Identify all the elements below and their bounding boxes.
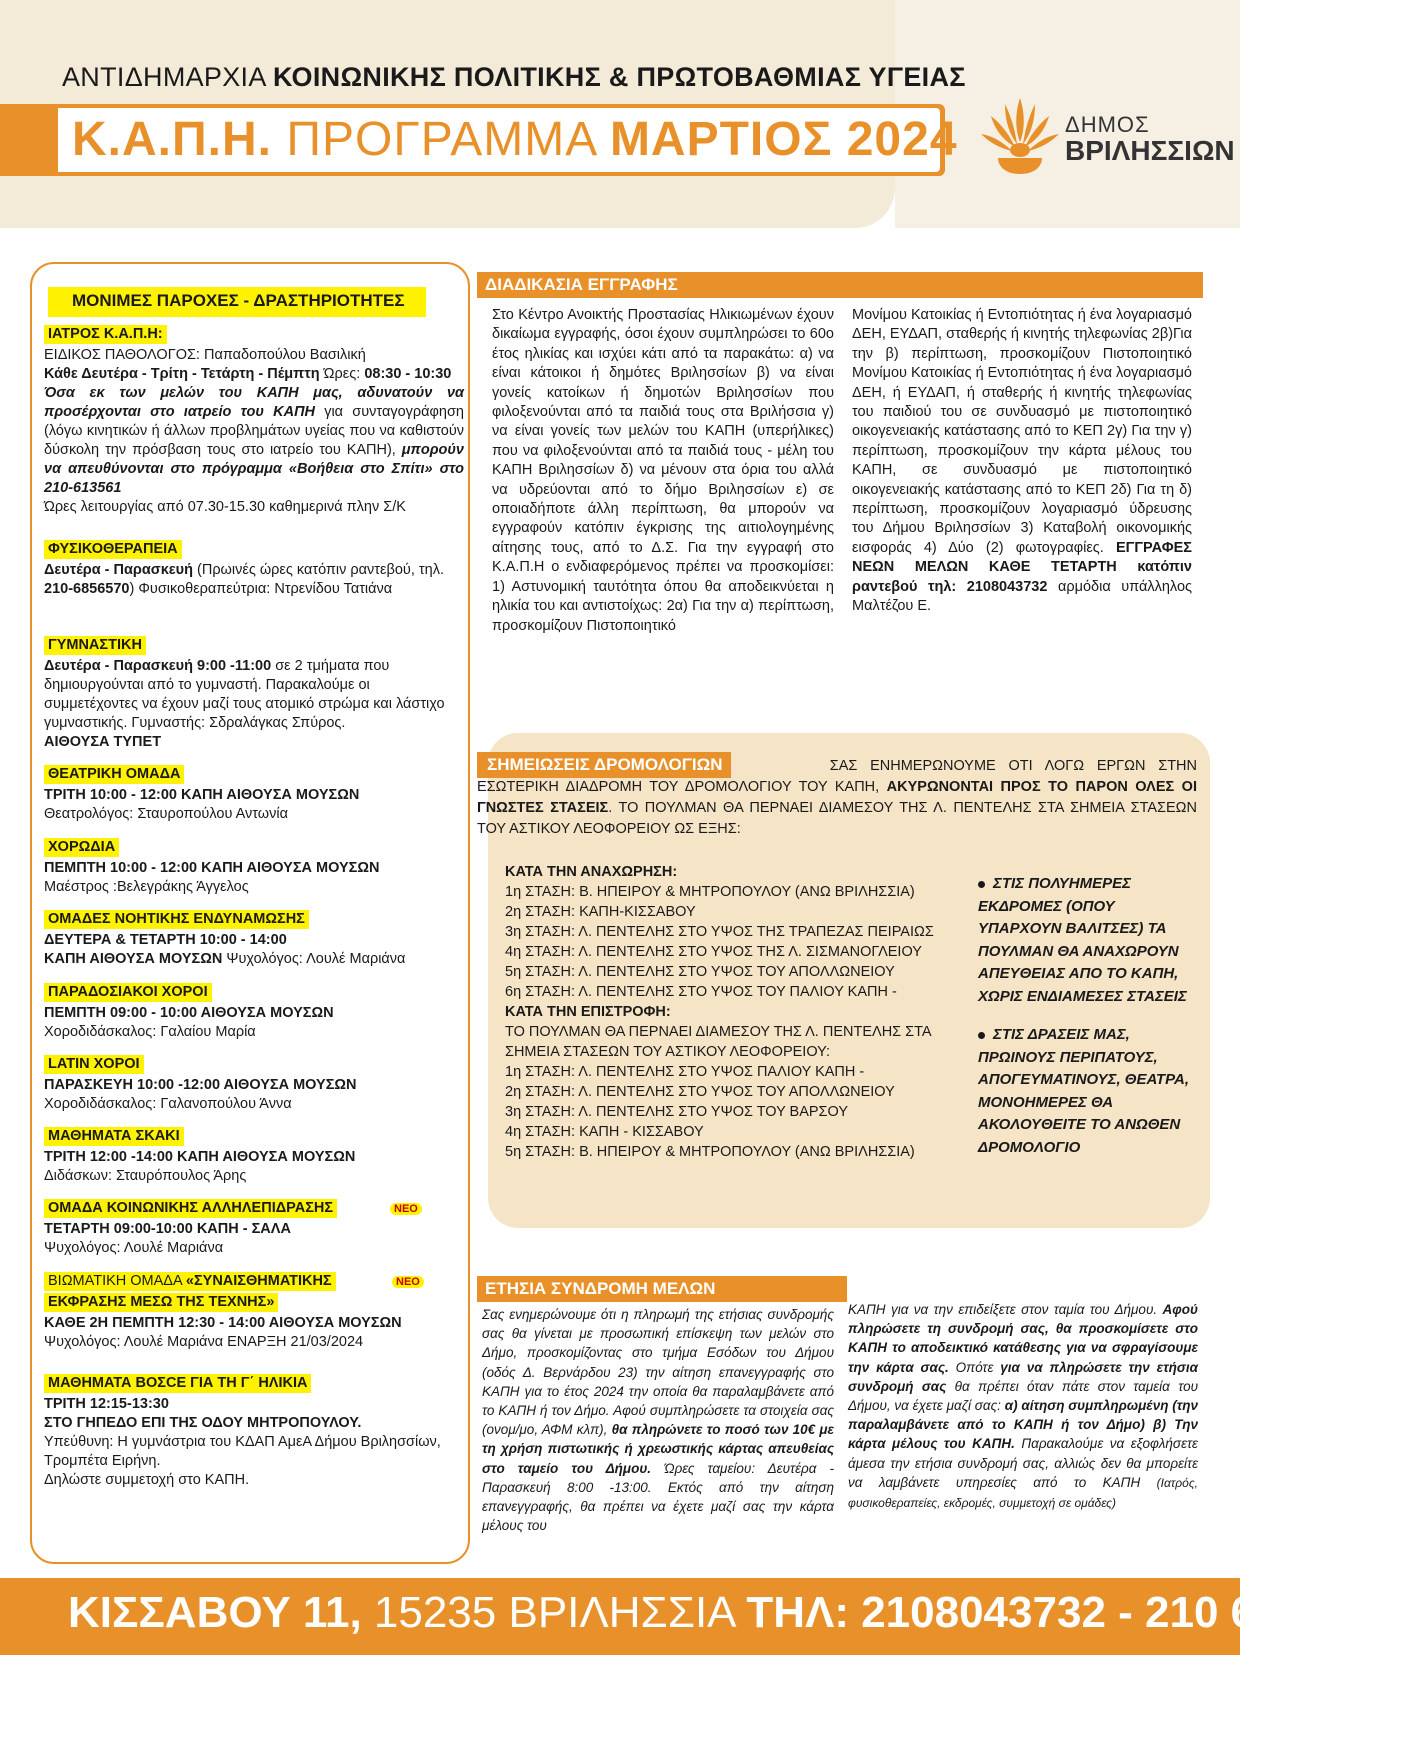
emotional-group-label: ΒΙΩΜΑΤΙΚΗ ΟΜΑΔΑ «ΣΥΝΑΙΣΘΗΜΑΤΙΚΗΣ [44,1272,336,1291]
social-group-label: ΟΜΑΔΑ ΚΟΙΝΩΝΙΚΗΣ ΑΛΛΗΛΕΠΙΔΡΑΣΗΣ [44,1199,337,1218]
physio-details: Δευτέρα - Παρασκευή (Πρωινές ώρες κατόπιν ραντεβού, τηλ. 210-6856570) Φυσικοθεραπεύτρια: Ντρενίδου Τατιάνα [44,562,444,597]
chess-label: ΜΑΘΗΜΑΤΑ ΣΚΑΚΙ [44,1127,184,1146]
activities-heading: ΜΟΝΙΜΕΣ ΠΑΡΟΧΕΣ - ΔΡΑΣΤΗΡΙΟΤΗΤΕΣ [48,287,426,317]
emotional-group-label-2: ΕΚΦΡΑΣΗΣ ΜΕΣΩ ΤΗΣ ΤΕΧΝΗΣ» [44,1293,278,1312]
latin-schedule: ΠΑΡΑΣΚΕΥΗ 10:00 -12:00 ΑΙΘΟΥΣΑ ΜΟΥΣΩΝ [44,1077,357,1093]
emotional-group-instructor: Ψυχολόγος: Λουλέ Μαριάνα ΕΝΑΡΞΗ 21/03/2024 [44,1334,364,1350]
registration-text-col1: Στο Κέντρο Ανοικτής Προστασίας Ηλικιωμένων έχουν δικαίωμα εγγραφής, όσοι έχουν συμπληρώσει το 60ο έτος ηλικίας και ισχύει κάτι από τα παρακάτω: α) να είναι κάτοικοι ή δημότες Βριλησσίων β) να είναι γονείς κατοίκων ή δημοτών Βριλησσίων που φιλοξενούνται από τα παιδιά τους στα Βριλήσσια γ) να είναι γονείς των μελών του ΚΑΠΗ (υπερήλικες) που να φιλοξενούνται από τα παιδιά τους - μέλη του ΚΑΠΗ Βριλησσίων δ) να μένουν στα όρια του αλλά να υδρεύονται από το δήμο Βριλησσίων ε) σε οποιαδήποτε άλλη περίπτωση, θα μπορούν να εγγραφούν κατόπιν έγκρισης της αιτιολογημένης αίτησης τους, από το Δ.Σ. Για την εγγραφή στο Κ.Α.Π.Η ο ενδιαφερόμενος πρέπει να προσκομίσει: 1) Αστυνομική ταυτότητα όπου θα αποδεικνύεται η ηλικία του και αντιστοίχως: 2α) Για την α) περίπτωση, προσκομίζουν Πιστοποιητικό [492,307,834,634]
departure-stop: 3η ΣΤΑΣΗ: Λ. ΠΕΝΤΕΛΗΣ ΣΤΟ ΥΨΟΣ ΤΗΣ ΤΡΑΠΕΖΑΣ ΠΕΙΡΑΙΩΣ [505,924,934,940]
mental-label: ΟΜΑΔΕΣ ΝΟΗΤΙΚΗΣ ΕΝΔΥΝΑΜΩΣΗΣ [44,910,309,929]
new-badge: ΝΕΟ [390,1203,422,1215]
logo-text-vrilission: ΒΡΙΛΗΣΣΙΩΝ [1065,135,1235,166]
departure-stop: 2η ΣΤΑΣΗ: ΚΑΠΗ-ΚΙΣΣΑΒΟΥ [505,904,696,920]
bocce-location: ΣΤΟ ΓΗΠΕΔΟ ΕΠΙ ΤΗΣ ΟΔΟΥ ΜΗΤΡΟΠΟΥΛΟΥ. [44,1415,362,1431]
doctor-specialist: ΕΙΔΙΚΟΣ ΠΑΘΟΛΟΓΟΣ: Παπαδοπούλου Βασιλική [44,347,366,363]
bocce-responsible: Υπεύθυνη: Η γυμνάστρια του ΚΔΑΠ ΑμεΑ Δήμου Βριλησσίων, Τρομπέτα Ειρήνη. [44,1434,441,1469]
gym-location: ΑΙΘΟΥΣΑ ΤΥΠΕΤ [44,734,162,750]
doctor-note: Όσα εκ των μελών του ΚΑΠΗ μας, αδυνατούν να προσέρχονται στο ιατρείο του ΚΑΠΗ για συνταγογράφηση (λόγω κινητικών ή άλλων προβλημάτων υγείας που να καθιστούν δύσκολη την πρόσβαση τους στο ιατρείο του ΚΑΠΗ), μπορούν να απευθύνονται στο πρόγραμμα «Βοήθεια στο Σπίτι» στο 210-613561 [44,385,465,496]
bocce-label: ΜΑΘΗΜΑΤΑ ΒΟΣCΕ ΓΙΑ ΤΗ Γ΄ ΗΛΙΚΙΑ [44,1374,311,1393]
chess-instructor: Διδάσκων: Σταυρόπουλος Άρης [44,1168,247,1184]
doctor-hours: Ώρες λειτουργίας από 07.30-15.30 καθημερινά πλην Σ/Κ [44,499,406,515]
doctor-schedule: Κάθε Δευτέρα - Τρίτη - Τετάρτη - Πέμπτη Ώρες: 08:30 - 10:30 [44,366,452,382]
bullet-icon [978,1032,985,1039]
return-intro: ΤΟ ΠΟΥΛΜΑΝ ΘΑ ΠΕΡΝΑΕΙ ΔΙΑΜΕΣΟΥ ΤΗΣ Λ. ΠΕΝΤΕΛΗΣ ΣΤΑ ΣΗΜΕΙΑ ΣΤΑΣΕΩΝ ΤΟΥ ΑΣΤΙΚΟΥ ΛΕΟΦΟΡΕΙΟΥ: [505,1024,931,1060]
itinerary-intro: ΣΑΣ ΕΝΗΜΕΡΩΝΟΥΜΕ ΟΤΙ ΛΟΓΩ ΕΡΓΩΝ ΣΤΗΝ ΕΣΩΤΕΡΙΚΗ ΔΙΑΔΡΟΜΗ ΤΟΥ ΔΡΟΜΟΛΟΓΙΟΥ ΤΟΥ ΚΑΠΗ, ΑΚΥΡΩΝΟΝΤΑΙ ΠΡΟΣ ΤΟ ΠΑΡΟΝ ΟΛΕΣ ΟΙ ΓΝΩΣΤΕΣ ΣΤΑΣΕΙΣ. ΤΟ ΠΟΥΛΜΑΝ ΘΑ ΠΕΡΝΑΕΙ ΔΙΑΜΕΣΟΥ ΤΗΣ Λ. ΠΕΝΤΕΛΗΣ ΣΤΑ ΣΗΜΕΙΑ ΣΤΑΣΕΩΝ ΤΟΥ ΑΣΤΙΚΟΥ ΛΕΟΦΟΡΕΙΟΥ ΩΣ ΕΞΗΣ: [477,758,1197,837]
chess-schedule: ΤΡΙΤΗ 12:00 -14:00 ΚΑΠΗ ΑΙΘΟΥΣΑ ΜΟΥΣΩΝ [44,1149,356,1165]
itinerary-heading: ΣΗΜΕΙΩΣΕΙΣ ΔΡΟΜΟΛΟΓΙΩΝ [477,752,731,778]
doctor-section [44,325,464,517]
chess-section [44,1127,464,1186]
bocce-note: Δηλώστε συμμετοχή στο ΚΑΠΗ. [44,1472,250,1488]
departure-title: ΚΑΤΑ ΤΗΝ ΑΝΑΧΩΡΗΣΗ: [505,864,678,880]
trad-dance-section [44,983,464,1042]
return-title: ΚΑΤΑ ΤΗΝ ΕΠΙΣΤΡΟΦΗ: [505,1004,671,1020]
header-subtitle: ΑΝΤΙΔΗΜΑΡΧΙΑ ΚΟΙΝΩΝΙΚΗΣ ΠΟΛΙΤΙΚΗΣ & ΠΡΩΤΟΒΑΘΜΙΑΣ ΥΓΕΙΑΣ [62,62,966,92]
subscription-text-col1: Σας ενημερώνουμε ότι η πληρωμή της ετήσιας συνδρομής σας θα γίνεται με προσωπική επίσκεψη των μελών στο Δήμο, προσκομίζοντας στο τμήμα Εσόδων του Δήμου (οδός Δ. Βερνάρδου 23) την αίτηση επανεγγραφής στο ΚΑΠΗ για το έτος 2024 την οποία θα παραλαμβάνετε από το ΚΑΠΗ ή τον Δήμο. Αφού συμπληρώσετε τα στοιχεία σας (ονομ/μο, ΑΦΜ κλπ), θα πληρώνετε το ποσό των 10€ με τη χρήση πιστωτικής ή χρεωστικής κάρτας απευθείας στο ταμείο του Δήμου. Ώρες ταμείου: Δευτέρα - Παρασκευή 8:00 -13:00. Εκτός από την αίτηση επανεγγραφής, θα πρέπει να έχετε μαζί σας την κάρτα μέλους του [482,1307,835,1534]
theatre-schedule: ΤΡΙΤΗ 10:00 - 12:00 ΚΑΠΗ ΑΙΘΟΥΣΑ ΜΟΥΣΩΝ [44,787,360,803]
logo-text-dimos: ΔΗΜΟΣ [1065,112,1150,137]
theatre-section [44,765,464,824]
gym-label: ΓΥΜΝΑΣΤΙΚΗ [44,636,146,655]
latin-instructor: Χοροδιδάσκαλος: Γαλανοπούλου Άννα [44,1096,292,1112]
return-stop: 3η ΣΤΑΣΗ: Λ. ΠΕΝΤΕΛΗΣ ΣΤΟ ΥΨΟΣ ΤΟΥ ΒΑΡΣΟΥ [505,1104,849,1120]
physio-label: ΦΥΣΙΚΟΘΕΡΑΠΕΙΑ [44,540,182,559]
itinerary-note-1: ΣΤΙΣ ΠΟΛΥΗΜΕΡΕΣ ΕΚΔΡΟΜΕΣ (ΟΠΟΥ ΥΠΑΡΧΟΥΝ ΒΑΛΙΤΣΕΣ) ΤΑ ΠΟΥΛΜΑΝ ΘΑ ΑΝΑΧΩΡΟΥΝ ΑΠΕΥΘΕΙΑΣ ΑΠΟ ΤΟ ΚΑΠΗ, ΧΩΡΙΣ ΕΝΔΙΑΜΕΣΕΣ ΣΤΑΣΕΙΣ [978,875,1187,1005]
physio-section [44,540,464,599]
registration-text-col2: Μονίμου Κατοικίας ή Εντοπιότητας ή ένα λογαριασμό ΔΕΗ, ΕΥΔΑΠ, σταθερής ή κινητής τηλεφωνίας 2β)Για την β) περίπτωση, προσκομίζουν Πιστοποιητικό Μονίμου Κατοικίας ή Εντοπιότητας ή ένα λογαριασμό ΔΕΗ, ή ΕΥΔΑΠ, ή σταθερής ή κινητής τηλεφωνίας του παιδιού του σε συνδυασμό με πιστοποιητικό οικογενειακής κατάστασης από το ΚΕΠ 2γ) Για την γ) περίπτωση, προσκομίζουν την κάρτα μέλους του ΚΑΠΗ, σε συνδυασμό με πιστοποιητικό οικογενειακής κατάστασης από το ΚΕΠ 2δ) Για τη δ) περίπτωση, προσκομίζουν λογαριασμό ύδρευσης του Δήμου Βριλησσίων 3) Καταβολή οικονομικής εισφοράς 4) Δύο (2) φωτογραφίες. ΕΓΓΡΑΦΕΣ ΝΕΩΝ ΜΕΛΩΝ ΚΑΘΕ ΤΕΤΑΡΤΗ κατόπιν ραντεβού τηλ: 2108043732 αρμόδια υπάλληλος Μαλτέζου Ε. [852,307,1193,615]
latin-label: LATIN ΧΟΡΟΙ [44,1055,144,1074]
latin-section [44,1055,464,1114]
footer-contact: ΚΙΣΣΑΒΟΥ 11, 15235 ΒΡΙΛΗΣΣΙΑ ΤΗΛ: 2108043732 - 210 6856570 [68,1588,1402,1637]
social-group-instructor: Ψυχολόγος: Λουλέ Μαριάνα [44,1240,224,1256]
mental-section [44,910,464,969]
subscription-heading: ΕΤΗΣΙΑ ΣΥΝΔΡΟΜΗ ΜΕΛΩΝ [477,1276,847,1302]
departure-stop: 5η ΣΤΑΣΗ: Λ. ΠΕΝΤΕΛΗΣ ΣΤΟ ΥΨΟΣ ΤΟΥ ΑΠΟΛΛΩΝΕΙΟΥ [505,964,895,980]
itinerary-notes [978,873,1198,1159]
social-group-schedule: ΤΕΤΑΡΤΗ 09:00-10:00 ΚΑΠΗ - ΣΑΛΑ [44,1221,291,1237]
bocce-section [44,1374,464,1490]
doctor-label: ΙΑΤΡΟΣ Κ.Α.Π.Η: [44,325,167,344]
new-badge: ΝΕΟ [392,1276,424,1288]
mental-schedule: ΔΕΥΤΕΡΑ & ΤΕΤΑΡΤΗ 10:00 - 14:00 [44,932,287,948]
return-stop: 4η ΣΤΑΣΗ: ΚΑΠΗ - ΚΙΣΣΑΒΟΥ [505,1124,704,1140]
emotional-group-schedule: ΚΑΘΕ 2Η ΠΕΜΠΤΗ 12:30 - 14:00 ΑΙΘΟΥΣΑ ΜΟΥΣΩΝ [44,1315,402,1331]
municipality-logo-icon [965,78,1075,188]
trad-dance-schedule: ΠΕΜΠΤΗ 09:00 - 10:00 ΑΙΘΟΥΣΑ ΜΟΥΣΩΝ [44,1005,334,1021]
mental-location: ΚΑΠΗ ΑΙΘΟΥΣΑ ΜΟΥΣΩΝ Ψυχολόγος: Λουλέ Μαριάνα [44,951,406,967]
bullet-icon [978,881,985,888]
departure-stop: 6η ΣΤΑΣΗ: Λ. ΠΕΝΤΕΛΗΣ ΣΤΟ ΥΨΟΣ ΤΟΥ ΠΑΛΙΟΥ ΚΑΠΗ - [505,984,897,1000]
subscription-text-col2: ΚΑΠΗ για να την επιδείξετε στον ταμία του Δήμου. Αφού πληρώσετε τη συνδρομή σας, θα προσκομίσετε στο ΚΑΠΗ το αποδεικτικό κατάθεσης για να σφραγίσουμε την κάρτα σας. Οπότε για να πληρώσετε την ετήσια συνδρομή σας θα πρέπει όταν πάτε στον ταμεία του Δήμου, να έχετε μαζί σας: α) αίτηση συμπληρωμένη (την παραλαμβάνετε από το ΚΑΠΗ ή τον Δήμο) β) Την κάρτα μέλους του ΚΑΠΗ. Παρακαλούμε να εξοφλήσετε άμεσα την ετήσια συνδρομή σας, αλλιώς δεν θα μπορείτε να λαμβάνετε υπηρεσίες από το ΚΑΠΗ (Ιατρός, φυσικοθεραπείες, εκδρομές, συμμετοχή σε ομάδες) [848,1302,1199,1511]
departure-stop: 1η ΣΤΑΣΗ: Β. ΗΠΕΙΡΟΥ & ΜΗΤΡΟΠΟΥΛΟΥ (ΑΝΩ ΒΡΙΛΗΣΣΙΑ) [505,884,915,900]
trad-dance-label: ΠΑΡΑΔΟΣΙΑΚΟΙ ΧΟΡΟΙ [44,983,212,1002]
choir-schedule: ΠΕΜΠΤΗ 10:00 - 12:00 ΚΑΠΗ ΑΙΘΟΥΣΑ ΜΟΥΣΩΝ [44,860,380,876]
choir-instructor: Μαέστρος :Βελεγράκης Άγγελος [44,879,249,895]
return-stop: 5η ΣΤΑΣΗ: Β. ΗΠΕΙΡΟΥ & ΜΗΤΡΟΠΟΥΛΟΥ (ΑΝΩ ΒΡΙΛΗΣΣΙΑ) [505,1144,915,1160]
itinerary-stops [505,862,965,1162]
theatre-label: ΘΕΑΤΡΙΚΗ ΟΜΑΔΑ [44,765,184,784]
choir-section [44,838,464,897]
gym-section [44,636,464,752]
gym-details: Δευτέρα - Παρασκευή 9:00 -11:00 σε 2 τμήματα που δημιουργούνται από το γυμναστή. Παρακαλούμε οι συμμετέχοντες να έχουν μαζί τους ατομικό στρώμα και λάστιχο γυμναστικής. Γυμναστής: Σδραλάγκας Σπύρος. [44,658,445,731]
itinerary-note-2: ΣΤΙΣ ΔΡΑΣΕΙΣ ΜΑΣ, ΠΡΩΙΝΟΥΣ ΠΕΡΙΠΑΤΟΥΣ, ΑΠΟΓΕΥΜΑΤΙΝΟΥΣ, ΘΕΑΤΡΑ, ΜΟΝΟΗΜΕΡΕΣ ΘΑ ΑΚΟΛΟΥΘΕΙΤΕ ΤΟ ΑΝΩΘΕΝ ΔΡΟΜΟΛΟΓΙΟ [978,1026,1189,1156]
theatre-instructor: Θεατρολόγος: Σταυροπούλου Αντωνία [44,806,288,822]
page-title: Κ.Α.Π.Η. ΠΡΟΓΡΑΜΜΑ ΜΑΡΤΙΟΣ 2024 [72,113,958,166]
departure-stop: 4η ΣΤΑΣΗ: Λ. ΠΕΝΤΕΛΗΣ ΣΤΟ ΥΨΟΣ ΤΗΣ Λ. ΣΙΣΜΑΝΟΓΛΕΙΟΥ [505,944,922,960]
bocce-schedule: ΤΡΙΤΗ 12:15-13:30 [44,1396,169,1412]
trad-dance-instructor: Χοροδιδάσκαλος: Γαλαίου Μαρία [44,1024,256,1040]
registration-heading: ΔΙΑΔΙΚΑΣΙΑ ΕΓΓΡΑΦΗΣ [477,272,1203,298]
choir-label: ΧΟΡΩΔΙΑ [44,838,119,857]
return-stop: 2η ΣΤΑΣΗ: Λ. ΠΕΝΤΕΛΗΣ ΣΤΟ ΥΨΟΣ ΤΟΥ ΑΠΟΛΛΩΝΕΙΟΥ [505,1084,895,1100]
return-stop: 1η ΣΤΑΣΗ: Λ. ΠΕΝΤΕΛΗΣ ΣΤΟ ΥΨΟΣ ΠΑΛΙΟΥ ΚΑΠΗ - [505,1064,865,1080]
